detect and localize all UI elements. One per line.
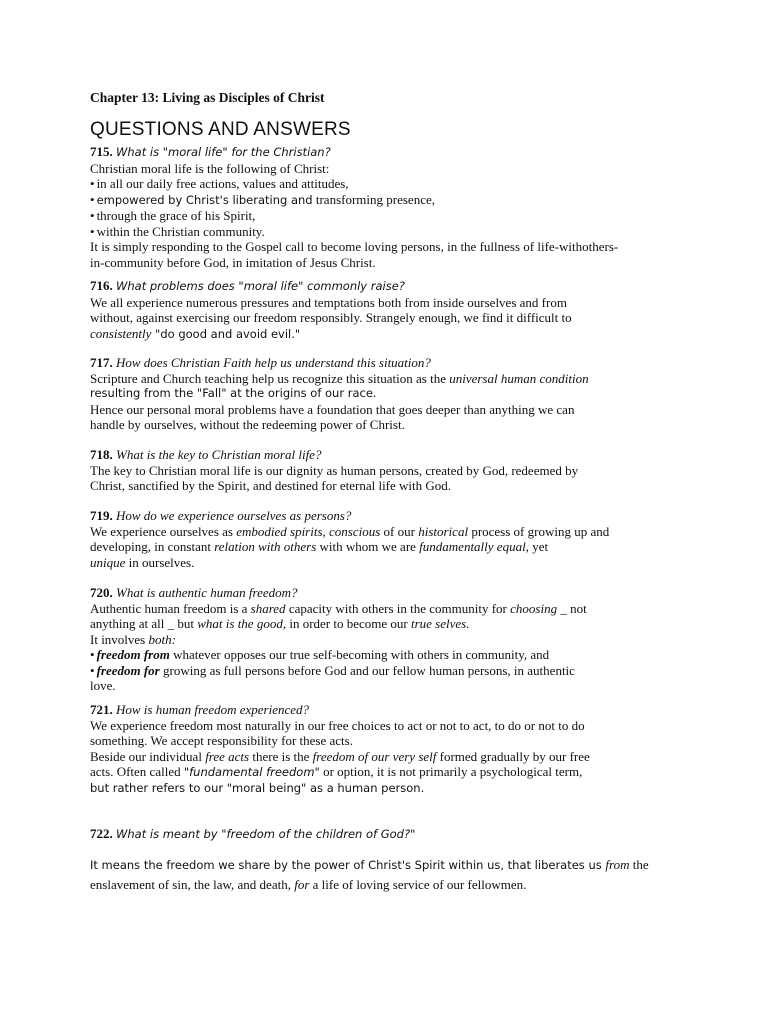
- question-text: How is human freedom experienced?: [116, 702, 310, 717]
- list-item: • freedom from whatever opposes our true self-becoming with others in community, and: [90, 647, 650, 663]
- question-text: What is the key to Christian moral life?: [116, 447, 322, 462]
- answer-text: resulting from the "Fall" at the origins of our race.: [90, 386, 377, 400]
- question-text: What problems does "moral life" commonly raise?: [116, 279, 405, 293]
- question-722: [90, 826, 710, 895]
- question-716: [90, 278, 650, 342]
- question-number: 719.: [90, 508, 113, 523]
- list-item: • freedom for growing as full persons before God and our fellow human persons, in authentic love.: [90, 663, 590, 694]
- question-text: How do we experience ourselves as persons?: [116, 508, 352, 523]
- question-number: 721.: [90, 702, 113, 717]
- question-number: 717.: [90, 355, 113, 370]
- list-item: • in all our daily free actions, values and attitudes,: [90, 176, 650, 192]
- answer-text: It means the freedom we share by the power of Christ's Spirit within us, that liberates us from the enslavement of sin, the law, and death, for a life of loving service of our fellowmen.: [90, 856, 649, 892]
- answer-text: but rather refers to our "moral being" as a human person.: [90, 780, 425, 795]
- question-719: [90, 508, 650, 570]
- question-text: How does Christian Faith help us understand this situation?: [116, 355, 431, 370]
- question-number: 715.: [90, 144, 113, 159]
- question-text: What is meant by "freedom of the children of God?": [116, 827, 416, 841]
- bullet-list: [90, 176, 650, 239]
- answer-text: Authentic human freedom is a shared capacity with others in the community for choosing _ not anything at all _ but what is the good, in order to become our true selves.: [90, 600, 587, 631]
- question-number: 722.: [90, 826, 113, 841]
- answer-text: Beside our individual free acts there is the freedom of our very self formed gradually by our free acts. Often called "fundamental freedom" or option, it is not primarily a psychological term,: [90, 748, 590, 779]
- section-heading: QUESTIONS AND ANSWERS: [90, 119, 351, 140]
- answer-text: We experience ourselves as embodied spirits, conscious of our historical process of growing up and developing, in constant relation with others with whom we are fundamentally equal, yet unique in ourselves.: [90, 523, 610, 570]
- question-721: [90, 702, 650, 796]
- question-text: What is "moral life" for the Christian?: [116, 145, 331, 159]
- question-number: 718.: [90, 447, 113, 462]
- chapter-title: Chapter 13: Living as Disciples of Christ: [90, 90, 325, 105]
- question-720: [90, 585, 650, 694]
- answer-text: It involves both:: [90, 631, 176, 647]
- answer-intro: Christian moral life is the following of Christ:: [90, 160, 330, 176]
- question-715: [90, 144, 650, 270]
- question-text: What is authentic human freedom?: [116, 585, 298, 600]
- answer-text: Hence our personal moral problems have a foundation that goes deeper than anything we can handle by ourselves, without the redeeming power of Christ.: [90, 401, 575, 432]
- answer-text: We all experience numerous pressures and temptations both from inside ourselves and from without, against exercising our freedom responsibly. Strangely enough, we find it difficult to consistently "do good and avoid evil.": [90, 294, 572, 341]
- question-717: [90, 355, 650, 433]
- answer-text: Scripture and Church teaching help us recognize this situation as the universal human condition: [90, 370, 589, 386]
- list-item: • within the Christian community.: [90, 224, 650, 240]
- list-item: • empowered by Christ's liberating and transforming presence,: [90, 192, 650, 209]
- question-718: [90, 447, 650, 494]
- question-number: 720.: [90, 585, 113, 600]
- question-number: 716.: [90, 278, 113, 293]
- answer-closing: It is simply responding to the Gospel call to become loving persons, in the fullness of life-withothers-in-community before God, in imitation of Jesus Christ.: [90, 239, 619, 270]
- answer-text: We experience freedom most naturally in our free choices to act or not to act, to do or not to do something. We accept responsibility for these acts.: [90, 717, 585, 748]
- list-item: • through the grace of his Spirit,: [90, 208, 650, 224]
- answer-text: The key to Christian moral life is our dignity as human persons, created by God, redeemed by Christ, sanctified by the Spirit, and destined for eternal life with God.: [90, 462, 579, 493]
